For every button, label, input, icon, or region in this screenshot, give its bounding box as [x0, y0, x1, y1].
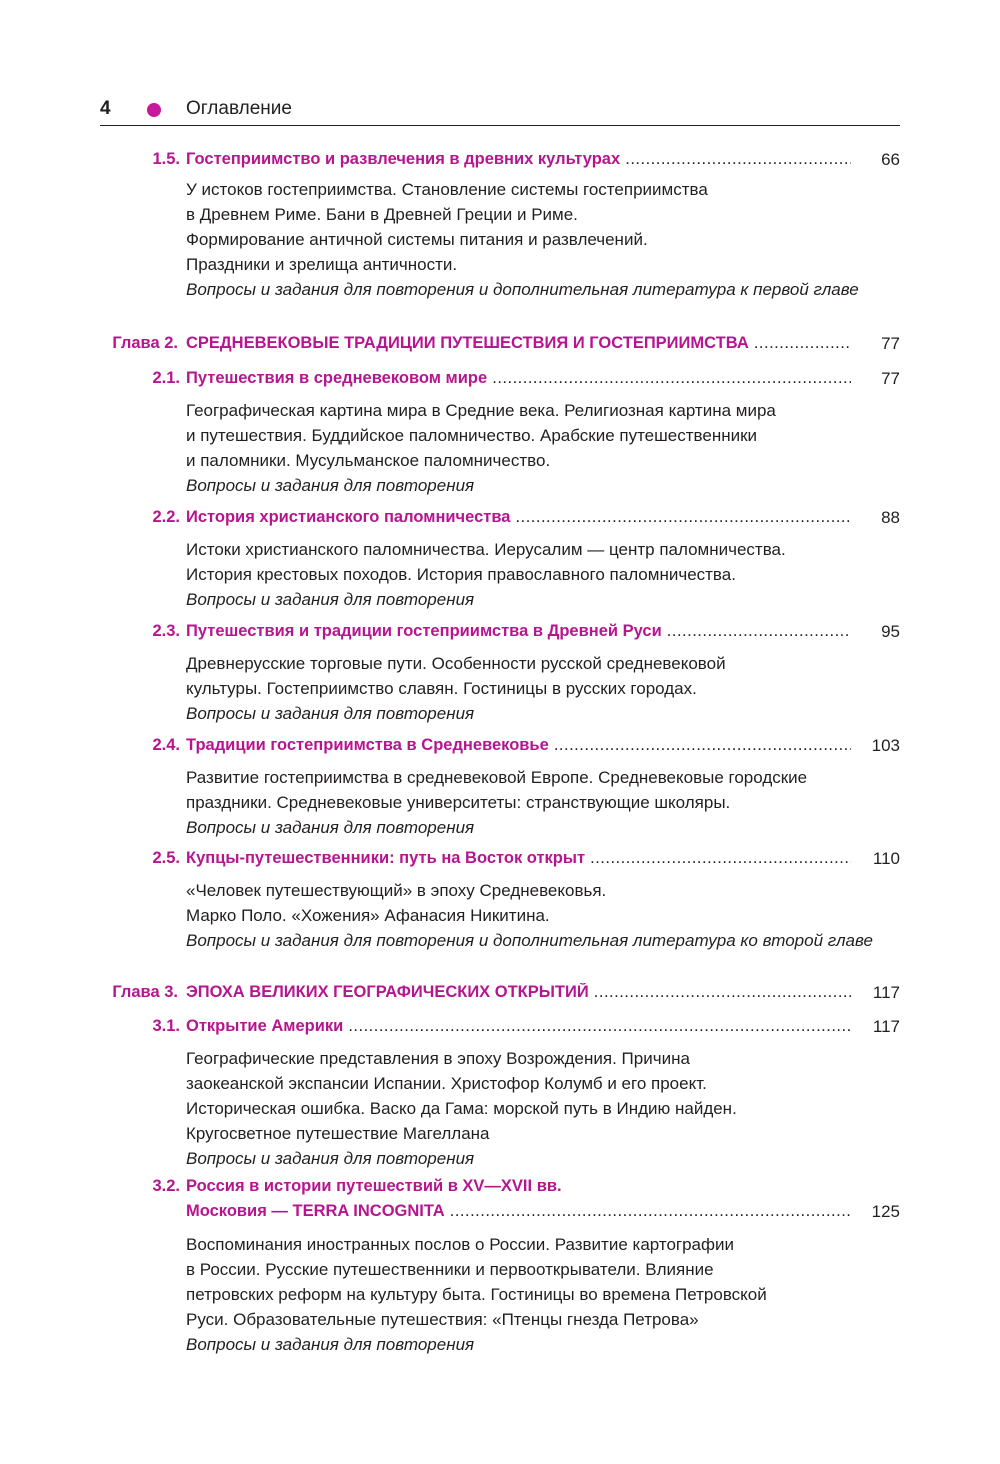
description-line: Кругосветное путешествие Магеллана	[186, 1124, 490, 1143]
description-line: в России. Русские путешественники и первооткрыватели. Влияние	[186, 1260, 714, 1279]
chapter-number: Глава 2.	[112, 334, 178, 352]
section-title[interactable]: Купцы-путешественники: путь на Восток открыт .....	[186, 849, 851, 868]
toc-entry[interactable]	[100, 369, 900, 397]
page-ref: 95	[881, 622, 900, 641]
description-line: Географические представления в эпоху Возрождения. Причина	[186, 1049, 690, 1068]
section-title-line2[interactable]: Московия — TERRA INCOGNITA .....	[186, 1202, 851, 1221]
description-line: Праздники и зрелища античности.	[186, 255, 458, 274]
section-description	[186, 398, 886, 498]
header-rule	[100, 125, 900, 126]
questions-line: Вопросы и задания для повторения	[186, 476, 475, 495]
toc-entry[interactable]	[100, 1177, 900, 1205]
questions-line: Вопросы и задания для повторения и дополнительная литература ко второй главе	[186, 931, 873, 950]
questions-line: Вопросы и задания для повторения	[186, 818, 475, 837]
page-ref: 88	[881, 508, 900, 527]
section-description	[186, 651, 886, 726]
description-line: петровских реформ на культуру быта. Гостиницы во времена Петровской	[186, 1285, 767, 1304]
description-line: Воспоминания иностранных послов о России. Развитие картографии	[186, 1235, 734, 1254]
section-title[interactable]: Россия в истории путешествий в XV—XVII вв.	[186, 1177, 562, 1195]
questions-line: Вопросы и задания для повторения	[186, 1149, 475, 1168]
description-line: в Древнем Риме. Бани в Древней Греции и Риме.	[186, 205, 578, 224]
page-ref: 117	[872, 1017, 900, 1036]
section-number: 2.5.	[152, 849, 180, 867]
description-line: Руси. Образовательные путешествия: «Птенцы гнезда Петрова»	[186, 1310, 699, 1329]
section-number: 3.2.	[152, 1177, 180, 1195]
questions-line: Вопросы и задания для повторения и дополнительная литература к первой главе	[186, 280, 859, 299]
chapter-title[interactable]: СРЕДНЕВЕКОВЫЕ ТРАДИЦИИ ПУТЕШЕСТВИЯ И ГОСТЕПРИИМСТВА .....	[186, 334, 851, 353]
section-number: 3.1.	[152, 1017, 180, 1035]
toc-entry[interactable]	[100, 622, 900, 650]
section-number: 2.2.	[152, 508, 180, 526]
page-ref: 77	[881, 369, 900, 388]
page-ref: 66	[881, 150, 900, 169]
page-title: Оглавление	[186, 98, 292, 119]
section-number: 1.5.	[152, 150, 180, 168]
section-number: 2.3.	[152, 622, 180, 640]
section-description	[186, 878, 886, 953]
toc-chapter[interactable]	[100, 983, 900, 1011]
section-number: 2.4.	[152, 736, 180, 754]
description-line: Историческая ошибка. Васко да Гама: морской путь в Индию найден.	[186, 1099, 737, 1118]
questions-line: Вопросы и задания для повторения	[186, 704, 475, 723]
description-line: Географическая картина мира в Средние века. Религиозная картина мира	[186, 401, 776, 420]
section-title[interactable]: Путешествия в средневековом мире .....	[186, 369, 851, 388]
questions-line: Вопросы и задания для повторения	[186, 1335, 475, 1354]
page-ref: 110	[872, 849, 900, 868]
description-line: культуры. Гостеприимство славян. Гостиницы в русских городах.	[186, 679, 697, 698]
chapter-title[interactable]: ЭПОХА ВЕЛИКИХ ГЕОГРАФИЧЕСКИХ ОТКРЫТИЙ .....	[186, 983, 851, 1002]
toc-entry[interactable]	[100, 736, 900, 764]
toc-entry[interactable]	[100, 849, 900, 877]
description-line: «Человек путешествующий» в эпоху Средневековья.	[186, 881, 607, 900]
description-line: Древнерусские торговые пути. Особенности русской средневековой	[186, 654, 726, 673]
page-ref: 77	[881, 334, 900, 353]
bullet-dot-icon	[147, 103, 161, 117]
page-ref: 103	[871, 736, 900, 755]
description-line: праздники. Средневековые университеты: странствующие школяры.	[186, 793, 731, 812]
section-title[interactable]: Путешествия и традиции гостеприимства в Древней Руси .....	[186, 622, 851, 641]
section-title[interactable]: Открытие Америки .....	[186, 1017, 851, 1036]
page-ref: 117	[872, 983, 900, 1002]
description-line: Развитие гостеприимства в средневековой Европе. Средневековые городские	[186, 768, 808, 787]
section-number: 2.1.	[152, 369, 180, 387]
description-line: и путешествия. Буддийское паломничество. Арабские путешественники	[186, 426, 758, 445]
description-line: и паломники. Мусульманское паломничество.	[186, 451, 551, 470]
description-line: Марко Поло. «Хожения» Афанасия Никитина.	[186, 906, 550, 925]
questions-line: Вопросы и задания для повторения	[186, 590, 475, 609]
description-line: У истоков гостеприимства. Становление системы гостеприимства	[186, 180, 708, 199]
section-description	[186, 1046, 886, 1171]
toc-entry-continuation[interactable]	[100, 1202, 900, 1230]
page-header	[100, 98, 900, 126]
toc-entry[interactable]	[100, 508, 900, 536]
section-title[interactable]: История христианского паломничества .....	[186, 508, 851, 527]
section-description	[186, 177, 886, 302]
page-number: 4	[100, 98, 111, 119]
section-description	[186, 537, 886, 612]
section-description	[186, 765, 886, 840]
toc-chapter[interactable]	[100, 334, 900, 362]
page-ref: 125	[871, 1202, 900, 1221]
description-line: заокеанской экспансии Испании. Христофор Колумб и его проект.	[186, 1074, 707, 1093]
section-title[interactable]: Гостеприимство и развлечения в древних культурах .....	[186, 150, 851, 169]
section-description	[186, 1232, 886, 1357]
toc-entry[interactable]	[100, 1017, 900, 1045]
description-line: Формирование античной системы питания и развлечений.	[186, 230, 648, 249]
chapter-number: Глава 3.	[112, 983, 178, 1001]
toc-entry[interactable]	[100, 150, 900, 178]
description-line: История крестовых походов. История православного паломничества.	[186, 565, 736, 584]
section-title[interactable]: Традиции гостеприимства в Средневековье .....	[186, 736, 851, 755]
description-line: Истоки христианского паломничества. Иерусалим — центр паломничества.	[186, 540, 786, 559]
